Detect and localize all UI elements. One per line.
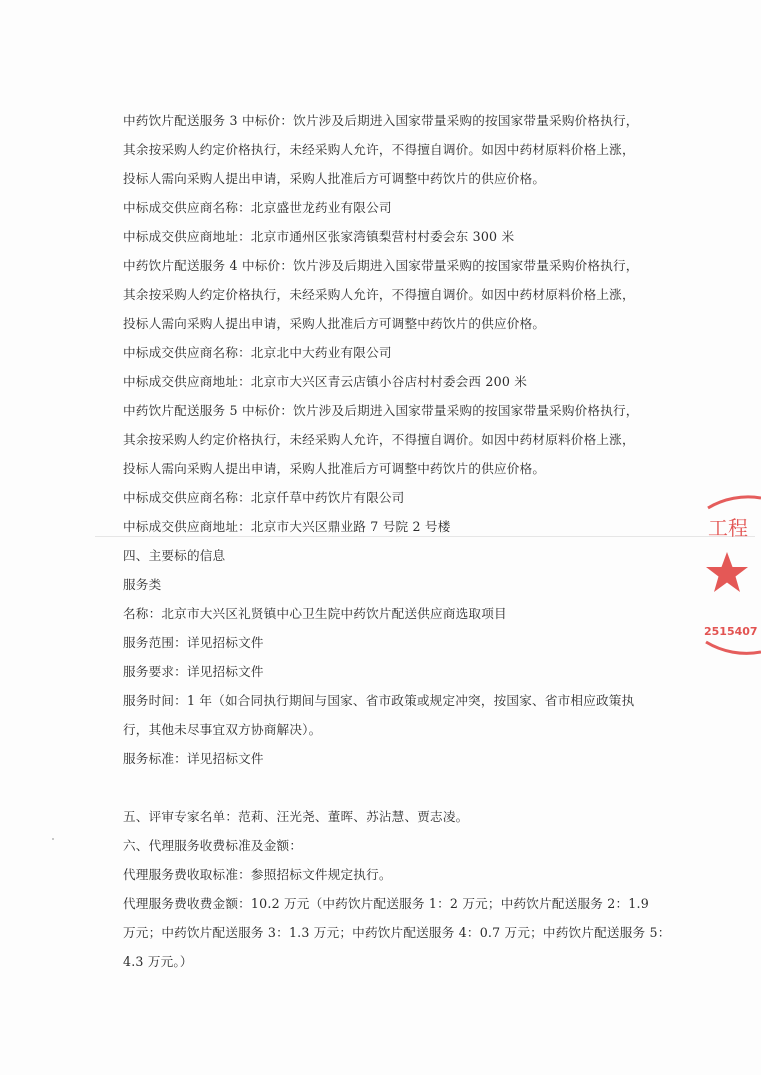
seal-graphic — [700, 490, 761, 660]
service-standard: 服务标准：详见招标文件 — [123, 751, 264, 766]
agency-fee-amount-line-1: 代理服务费收费金额：10.2 万元（中药饮片配送服务 1：2 万元；中药饮片配送服务 2：1.9 — [123, 896, 649, 911]
section-5-experts: 五、评审专家名单：范莉、汪光尧、董晖、苏沾慧、贾志凌。 — [123, 809, 469, 824]
service-4-price-line-1: 中药饮片配送服务 4 中标价：饮片涉及后期进入国家带量采购的按国家带量采购价格执行， — [123, 258, 639, 273]
star-icon — [706, 552, 748, 592]
service-5-price-line-1: 中药饮片配送服务 5 中标价：饮片涉及后期进入国家带量采购的按国家带量采购价格执行， — [123, 403, 639, 418]
service-4-price-line-2: 其余按采购人约定价格执行，未经采购人允许，不得擅自调价。如因中药材原料价格上涨， — [123, 287, 635, 302]
service-5-supplier-name: 中标成交供应商名称：北京仟草中药饮片有限公司 — [123, 490, 405, 505]
section-6-heading: 六、代理服务收费标准及金额： — [123, 838, 303, 853]
service-time-line-2: 行，其他未尽事宜双方协商解决）。 — [123, 722, 322, 737]
service-5-supplier-address: 中标成交供应商地址：北京市大兴区鼎业路 7 号院 2 号楼 — [123, 519, 451, 534]
blank-line — [123, 773, 643, 802]
seal-text-top: 工程 — [708, 516, 748, 540]
service-category: 服务类 — [123, 577, 162, 592]
service-4-supplier-name: 中标成交供应商名称：北京北中大药业有限公司 — [123, 345, 392, 360]
service-3-price-line-1: 中药饮片配送服务 3 中标价：饮片涉及后期进入国家带量采购的按国家带量采购价格执行， — [123, 113, 639, 128]
scan-artifact-dot — [52, 838, 54, 840]
service-requirements: 服务要求：详见招标文件 — [123, 664, 264, 679]
section-4-heading: 四、主要标的信息 — [123, 548, 226, 563]
service-3-supplier-address: 中标成交供应商地址：北京市通州区张家湾镇梨营村村委会东 300 米 — [123, 229, 515, 244]
service-4-supplier-address: 中标成交供应商地址：北京市大兴区青云店镇小谷店村村委会西 200 米 — [123, 374, 528, 389]
service-4-price-line-3: 投标人需向采购人提出申请，采购人批准后方可调整中药饮片的供应价格。 — [123, 316, 546, 331]
service-3-price-line-2: 其余按采购人约定价格执行，未经采购人允许，不得擅自调价。如因中药材原料价格上涨， — [123, 142, 635, 157]
official-seal — [700, 490, 761, 660]
service-5-price-line-2: 其余按采购人约定价格执行，未经采购人允许，不得擅自调价。如因中药材原料价格上涨， — [123, 432, 635, 447]
service-scope: 服务范围：详见招标文件 — [123, 635, 264, 650]
agency-fee-amount-line-2: 万元；中药饮片配送服务 3：1.3 万元；中药饮片配送服务 4：0.7 万元；中药饮片配送服务 5： — [123, 925, 671, 940]
service-3-supplier-name: 中标成交供应商名称：北京盛世龙药业有限公司 — [123, 200, 392, 215]
announcement-body — [123, 106, 671, 976]
service-time-line-1: 服务时间：1 年（如合同执行期间与国家、省市政策或规定冲突，按国家、省市相应政策执 — [123, 693, 635, 708]
agency-fee-standard: 代理服务费收取标准：参照招标文件规定执行。 — [123, 867, 392, 882]
service-3-price-line-3: 投标人需向采购人提出申请，采购人批准后方可调整中药饮片的供应价格。 — [123, 171, 546, 186]
service-5-price-line-3: 投标人需向采购人提出申请，采购人批准后方可调整中药饮片的供应价格。 — [123, 461, 546, 476]
scan-artifact-line — [95, 536, 755, 537]
seal-text-bottom: 2515407 — [704, 625, 758, 638]
project-name: 名称：北京市大兴区礼贤镇中心卫生院中药饮片配送供应商选取项目 — [123, 606, 507, 621]
agency-fee-amount-line-3: 4.3 万元。） — [123, 954, 193, 969]
